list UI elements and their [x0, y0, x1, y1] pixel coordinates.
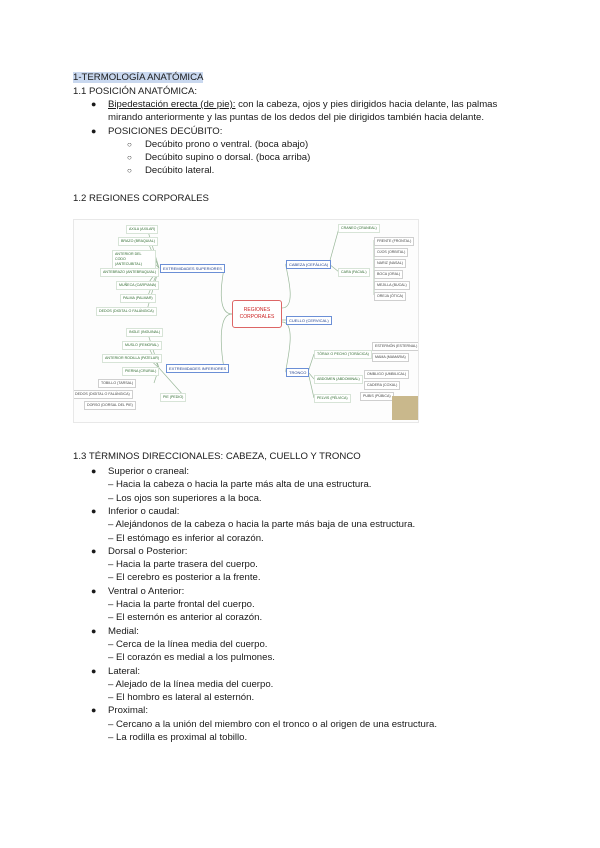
face-item: OREJA (ÓTICA): [374, 292, 406, 301]
circle-bullet-icon: ○: [127, 140, 132, 149]
bullet-icon: ●: [91, 126, 97, 136]
branch-lower-extremities: EXTREMIDADES INFERIORES: [166, 364, 229, 373]
bullet-text: [108, 98, 497, 111]
thorax-item: ESTERNÓN (ESTERNAL): [372, 342, 419, 351]
term-name: Ventral o Anterior:: [108, 585, 185, 597]
face-item: MEJILLA (BUCAL): [374, 281, 410, 290]
face-item: BOCA (ORAL): [374, 270, 403, 279]
upper-item: AXILA (AXILAR): [126, 225, 158, 234]
subsection-title-body-regions: 1.2 REGIONES CORPORALES: [73, 193, 209, 204]
face-item: OJOS (ORBITAL): [374, 248, 408, 257]
term-name: Dorsal o Posterior:: [108, 545, 188, 557]
trunk-item: PELVIS (PÉLVICA): [314, 394, 351, 403]
lower-item: MUSLO (FEMORAL): [122, 341, 162, 350]
bullet-icon: ●: [91, 466, 97, 476]
head-item: CARA (FACIAL): [338, 268, 370, 277]
upper-item: ANTEBRAZO (ANTEBRAQUIAL): [100, 268, 159, 277]
upper-item: DEDOS (DIGITAL O FALÁNGICA): [96, 307, 157, 316]
list-item: Decúbito supino o dorsal. (boca arriba): [145, 152, 311, 163]
term-description: – Hacia la parte trasera del cuerpo.: [108, 559, 258, 571]
lower-item: TOBILLO (TARSAL): [98, 379, 136, 388]
term-description: – El hombro es lateral al esternón.: [108, 692, 255, 704]
branch-head: CABEZA (CEFÁLICA): [286, 260, 331, 269]
branch-trunk: TRONCO: [286, 368, 309, 377]
lower-item: ANTERIOR RODILLA (PATELAR): [102, 354, 162, 363]
term-bipedestacion: Bipedestación erecta (de pie):: [108, 99, 236, 110]
term-description: – Cerca de la línea media del cuerpo.: [108, 638, 268, 650]
term-description: – Hacia la cabeza o hacia la parte más alta de una estructura.: [108, 479, 372, 491]
branch-neck: CUELLO (CERVICAL): [286, 316, 332, 325]
bullet-icon: ●: [91, 545, 97, 556]
term-description: – El cerebro es posterior a la frente.: [108, 572, 261, 584]
abdomen-item: OMBLIGO (UMBILICAL): [364, 370, 409, 379]
term-description: – La rodilla es proximal al tobillo.: [108, 732, 248, 743]
term-description: – Alejándonos de la cabeza o hacia la parte más baja de una estructura.: [108, 519, 416, 531]
lower-item: PIE (PEDIO): [160, 393, 186, 402]
term-name: Inferior o caudal:: [108, 505, 180, 517]
upper-item: PALMA (PALMAR): [120, 294, 156, 303]
subsection-title-anatomical-position: 1.1 POSICIÓN ANATÓMICA:: [73, 86, 198, 97]
term-description: – El esternón es anterior al corazón.: [108, 612, 263, 624]
section-title: 1-TERMOLOGÍA ANATÓMICA: [73, 72, 204, 83]
term-description: – Hacia la parte frontal del cuerpo.: [108, 599, 255, 610]
circle-bullet-icon: ○: [127, 153, 132, 162]
term-name: Proximal:: [108, 705, 148, 717]
branch-upper-extremities: EXTREMIDADES SUPERIORES: [160, 264, 225, 273]
abdomen-item: CADERA (COXAL): [364, 381, 400, 390]
upper-item: BRAZO (BRAQUIAL): [118, 237, 158, 246]
face-item: NARIZ (NASAL): [374, 259, 406, 268]
upper-item: MUÑECA (CARPIANA): [116, 281, 159, 290]
term-description: con la cabeza, ojos y pies dirigidos hacia delante, las palmas: [235, 99, 498, 110]
term-name: Medial:: [108, 625, 139, 637]
trunk-item: TÓRAX O PECHO (TORÁCICA): [314, 350, 372, 359]
term-name: Lateral:: [108, 665, 140, 677]
body-regions-mind-map: [73, 219, 419, 423]
list-item: Decúbito lateral.: [145, 165, 215, 176]
subsection-title-directional-terms: 1.3 TÉRMINOS DIRECCIONALES: CABEZA, CUELLO Y TRONCO: [73, 451, 361, 462]
lower-item: DEDOS (DIGITAL O FALÁNGICA): [73, 390, 133, 399]
thorax-item: MAMA (MAMARIA): [372, 353, 409, 362]
head-item: CRANEO (CRANEAL): [338, 224, 380, 233]
trunk-item: ABDOMEN (ABDOMINAL): [314, 375, 363, 384]
lower-item: INGLE (INGUINAL): [126, 328, 163, 337]
term-description: – Cercano a la unión del miembro con el tronco o al origen de una estructura.: [108, 718, 438, 730]
decorative-image: [392, 396, 418, 420]
list-item: Decúbito prono o ventral. (boca abajo): [145, 139, 309, 150]
bullet-icon: ●: [91, 705, 97, 716]
pelvis-item: PUBIS (PÚBICA): [360, 392, 394, 401]
mind-map-center: REGIONES CORPORALES: [232, 300, 282, 328]
face-item: FRENTE (FRONTAL): [374, 237, 414, 246]
term-description: – El corazón es medial a los pulmones.: [108, 652, 275, 664]
circle-bullet-icon: ○: [127, 166, 132, 175]
term-description: – Alejado de la línea media del cuerpo.: [108, 678, 274, 690]
bullet-text-continued: mirando anteriormente y las puntas de los dedos del pie dirigidos también hacia delante.: [108, 112, 484, 123]
term-description: – El estómago es inferior al corazón.: [108, 532, 264, 544]
lower-item: DORSO (DORSAL DEL PIE): [84, 401, 136, 410]
bullet-icon: ●: [91, 505, 97, 516]
term-description: – Los ojos son superiores a la boca.: [108, 492, 262, 504]
upper-item: ANTERIOR DEL CODO (ANTECUBITAL): [112, 250, 156, 269]
bullet-icon: ●: [91, 585, 97, 596]
lower-item: PIERNA (CRURAL): [122, 367, 159, 376]
bullet-decubito: POSICIONES DECÚBITO:: [108, 126, 223, 137]
bullet-icon: ●: [91, 625, 97, 636]
bullet-icon: ●: [91, 99, 97, 109]
bullet-icon: ●: [91, 665, 97, 676]
term-name: Superior o craneal:: [108, 466, 190, 477]
